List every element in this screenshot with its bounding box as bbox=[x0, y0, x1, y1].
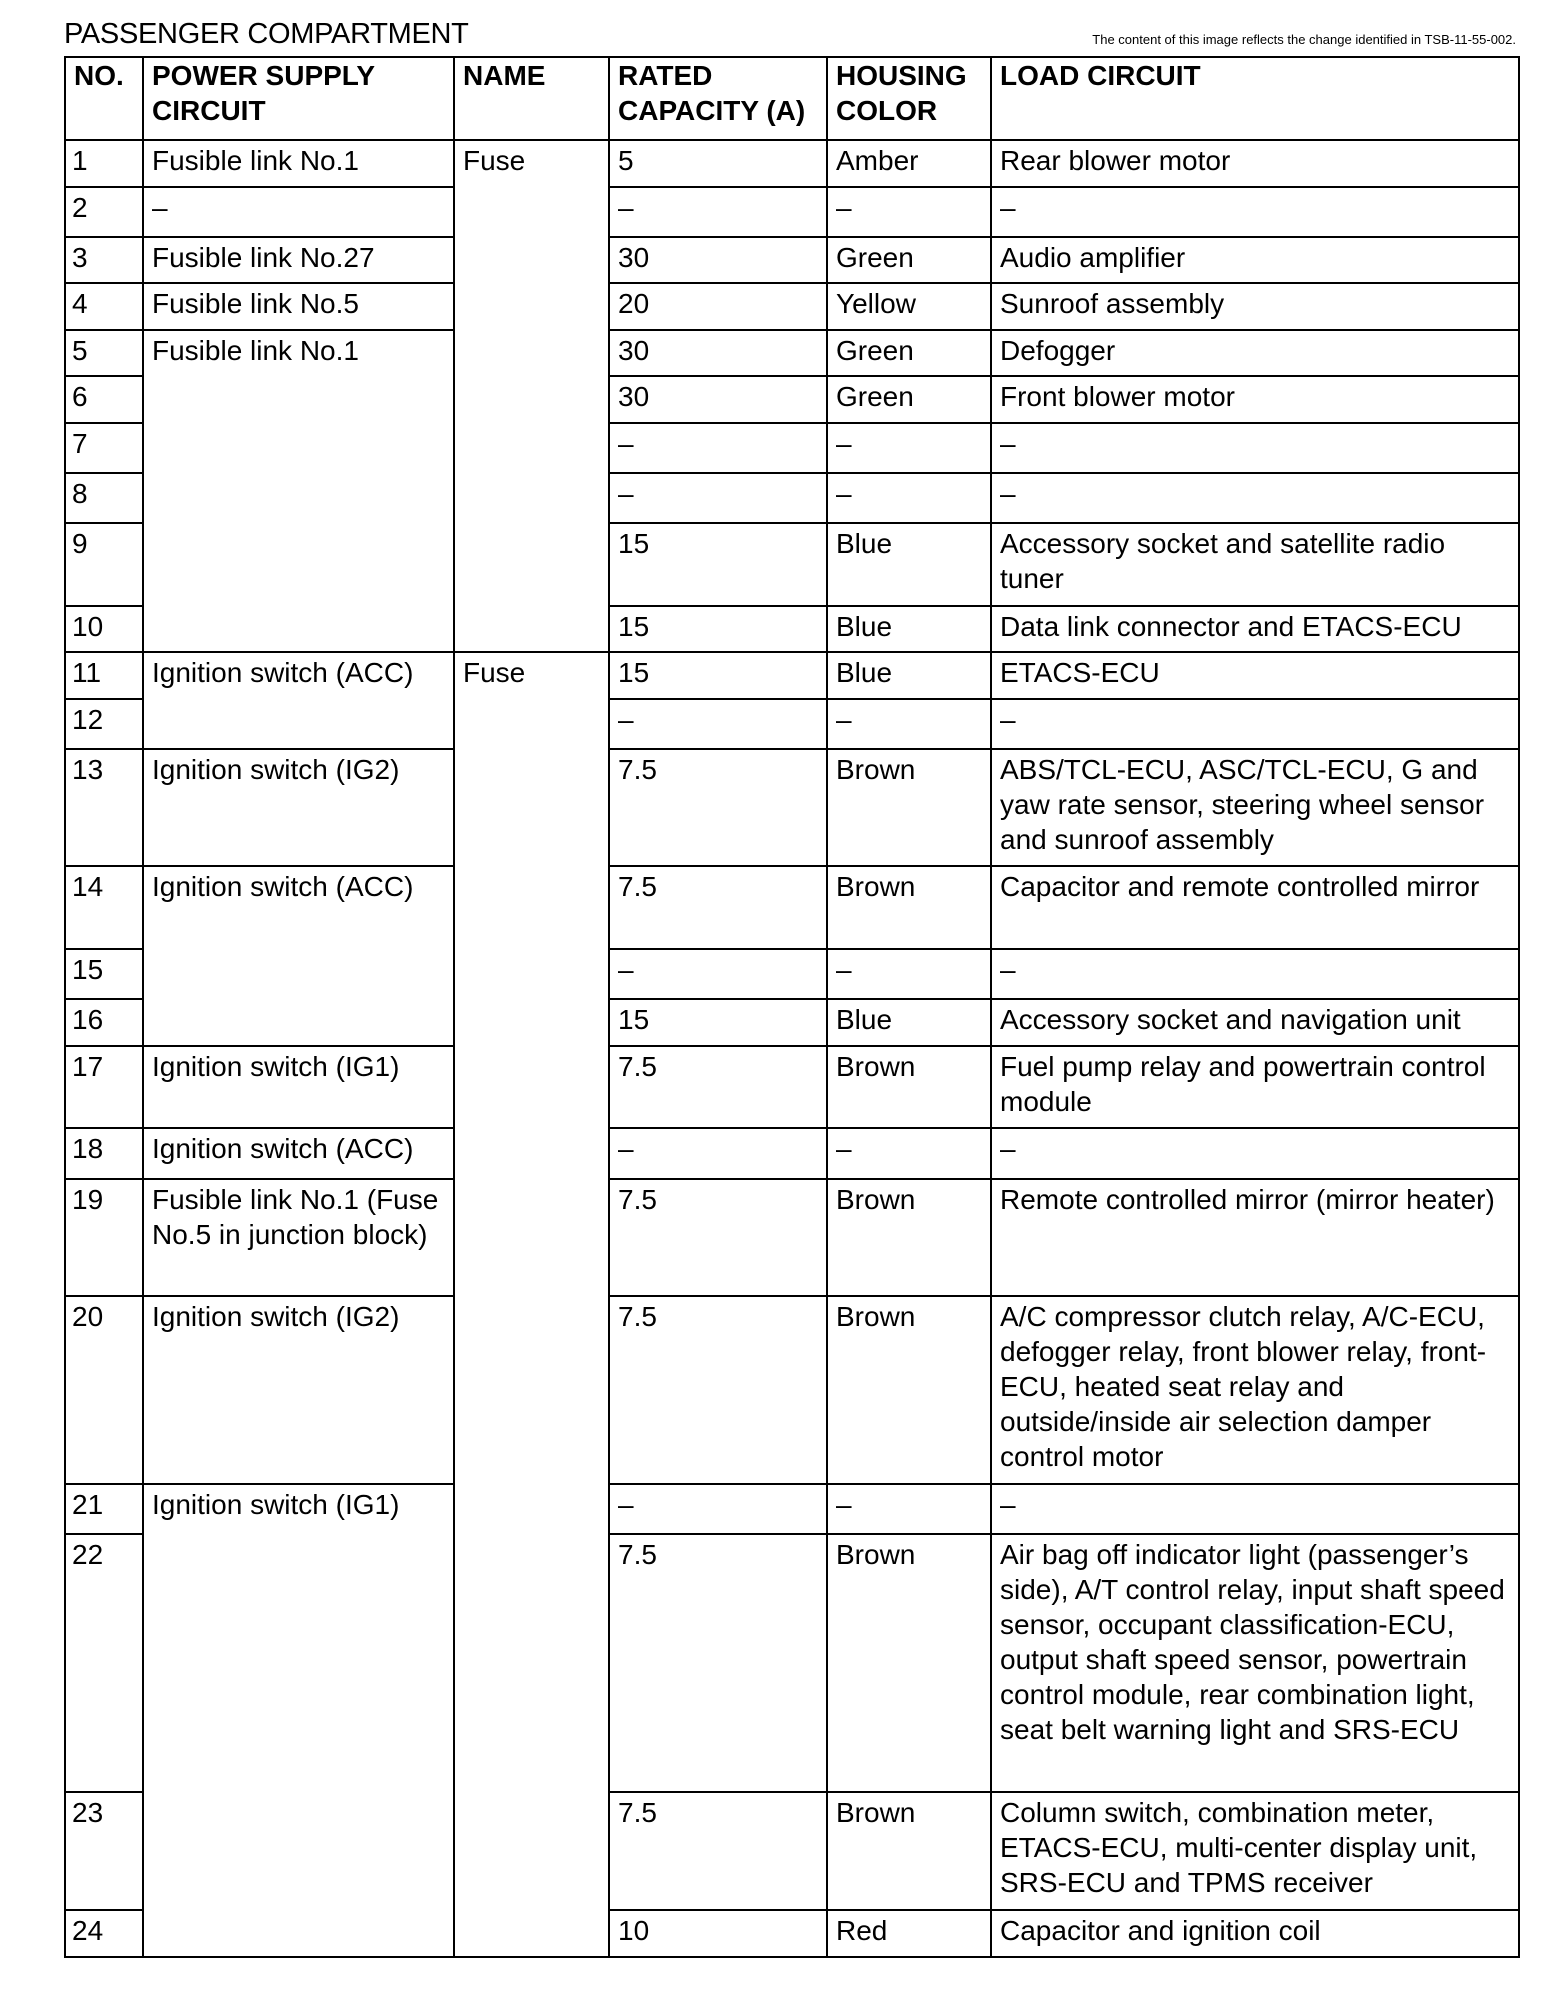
fuse-number: 9 bbox=[65, 523, 143, 606]
power-supply-cell: Ignition switch (IG2) bbox=[143, 1296, 454, 1484]
fuse-name-cell: Fuse bbox=[454, 140, 609, 652]
rated-capacity-cell: – bbox=[609, 949, 827, 999]
fuse-number: 1 bbox=[65, 140, 143, 187]
rated-capacity-cell: 15 bbox=[609, 652, 827, 699]
header-load-circuit: LOAD CIRCUIT bbox=[991, 57, 1519, 140]
power-supply-cell: Ignition switch (ACC) bbox=[143, 866, 454, 1046]
power-supply-cell: Ignition switch (IG2) bbox=[143, 749, 454, 866]
fuse-number: 19 bbox=[65, 1179, 143, 1296]
load-circuit-cell: – bbox=[991, 699, 1519, 749]
table-row bbox=[65, 1484, 1519, 1534]
housing-color-cell: Amber bbox=[827, 140, 991, 187]
table-row bbox=[65, 866, 1519, 949]
load-circuit-cell: Column switch, combination meter, ETACS-ECU, multi-center display unit, SRS-ECU and TPMS receiver bbox=[991, 1792, 1519, 1910]
power-supply-cell: Fusible link No.27 bbox=[143, 237, 454, 283]
rated-capacity-cell: – bbox=[609, 473, 827, 523]
fuse-number: 3 bbox=[65, 237, 143, 283]
rated-capacity-cell: 30 bbox=[609, 330, 827, 376]
load-circuit-cell: Capacitor and remote controlled mirror bbox=[991, 866, 1519, 949]
table-row bbox=[65, 1128, 1519, 1179]
header-name: NAME bbox=[454, 57, 609, 140]
load-circuit-cell: Rear blower motor bbox=[991, 140, 1519, 187]
rated-capacity-cell: 15 bbox=[609, 606, 827, 652]
fuse-number: 24 bbox=[65, 1910, 143, 1957]
housing-color-cell: Green bbox=[827, 330, 991, 376]
housing-color-cell: Green bbox=[827, 237, 991, 283]
housing-color-cell: Brown bbox=[827, 1534, 991, 1792]
power-supply-cell: Ignition switch (IG1) bbox=[143, 1046, 454, 1128]
housing-color-cell: Brown bbox=[827, 866, 991, 949]
load-circuit-cell: Front blower motor bbox=[991, 376, 1519, 423]
rated-capacity-cell: – bbox=[609, 1128, 827, 1179]
load-circuit-cell: Remote controlled mirror (mirror heater) bbox=[991, 1179, 1519, 1296]
load-circuit-cell: A/C compressor clutch relay, A/C-ECU, defogger relay, front blower relay, front-ECU, heated seat relay and outside/inside air selection damper control motor bbox=[991, 1296, 1519, 1484]
rated-capacity-cell: 7.5 bbox=[609, 1296, 827, 1484]
fuse-number: 2 bbox=[65, 187, 143, 237]
fuse-number: 4 bbox=[65, 283, 143, 330]
power-supply-cell: Fusible link No.1 bbox=[143, 140, 454, 187]
load-circuit-cell: Data link connector and ETACS-ECU bbox=[991, 606, 1519, 652]
housing-color-cell: Blue bbox=[827, 652, 991, 699]
housing-color-cell: – bbox=[827, 949, 991, 999]
header-power-supply: POWER SUPPLY CIRCUIT bbox=[143, 57, 454, 140]
fuse-number: 12 bbox=[65, 699, 143, 749]
power-supply-cell: Ignition switch (ACC) bbox=[143, 652, 454, 749]
fuse-number: 20 bbox=[65, 1296, 143, 1484]
table-row bbox=[65, 237, 1519, 283]
power-supply-cell: Fusible link No.1 (Fuse No.5 in junction block) bbox=[143, 1179, 454, 1296]
load-circuit-cell: – bbox=[991, 423, 1519, 473]
housing-color-cell: – bbox=[827, 187, 991, 237]
housing-color-cell: Brown bbox=[827, 1792, 991, 1910]
load-circuit-cell: – bbox=[991, 1484, 1519, 1534]
rated-capacity-cell: 15 bbox=[609, 523, 827, 606]
header-no: NO. bbox=[65, 57, 143, 140]
fuse-number: 14 bbox=[65, 866, 143, 949]
rated-capacity-cell: 30 bbox=[609, 376, 827, 423]
load-circuit-cell: Accessory socket and satellite radio tuner bbox=[991, 523, 1519, 606]
housing-color-cell: – bbox=[827, 1128, 991, 1179]
housing-color-cell: Blue bbox=[827, 523, 991, 606]
rated-capacity-cell: – bbox=[609, 699, 827, 749]
rated-capacity-cell: 7.5 bbox=[609, 1046, 827, 1128]
rated-capacity-cell: 30 bbox=[609, 237, 827, 283]
table-row bbox=[65, 1179, 1519, 1296]
fuse-name-cell: Fuse bbox=[454, 652, 609, 1957]
housing-color-cell: Yellow bbox=[827, 283, 991, 330]
load-circuit-cell: Audio amplifier bbox=[991, 237, 1519, 283]
table-row bbox=[65, 1046, 1519, 1128]
fuse-number: 13 bbox=[65, 749, 143, 866]
rated-capacity-cell: 7.5 bbox=[609, 1179, 827, 1296]
load-circuit-cell: – bbox=[991, 949, 1519, 999]
header-housing-color: HOUSING COLOR bbox=[827, 57, 991, 140]
fuse-number: 23 bbox=[65, 1792, 143, 1910]
load-circuit-cell: – bbox=[991, 187, 1519, 237]
fuse-number: 8 bbox=[65, 473, 143, 523]
load-circuit-cell: Capacitor and ignition coil bbox=[991, 1910, 1519, 1957]
housing-color-cell: Brown bbox=[827, 1046, 991, 1128]
power-supply-cell: Ignition switch (IG1) bbox=[143, 1484, 454, 1957]
housing-color-cell: Blue bbox=[827, 999, 991, 1046]
table-row bbox=[65, 330, 1519, 376]
fuse-number: 18 bbox=[65, 1128, 143, 1179]
housing-color-cell: Green bbox=[827, 376, 991, 423]
rated-capacity-cell: 10 bbox=[609, 1910, 827, 1957]
fuse-number: 7 bbox=[65, 423, 143, 473]
power-supply-cell: – bbox=[143, 187, 454, 237]
fuse-number: 5 bbox=[65, 330, 143, 376]
table-row bbox=[65, 1296, 1519, 1484]
load-circuit-cell: Defogger bbox=[991, 330, 1519, 376]
load-circuit-cell: Fuel pump relay and powertrain control module bbox=[991, 1046, 1519, 1128]
header-row bbox=[65, 57, 1519, 140]
housing-color-cell: Brown bbox=[827, 1179, 991, 1296]
rated-capacity-cell: 7.5 bbox=[609, 1792, 827, 1910]
tsb-note: The content of this image reflects the change identified in TSB-11-55-002. bbox=[1092, 32, 1516, 47]
load-circuit-cell: Air bag off indicator light (passenger’s side), A/T control relay, input shaft speed sensor, occupant classification-ECU, output shaft speed sensor, powertrain control module, rear combination light, seat belt warning light and SRS-ECU bbox=[991, 1534, 1519, 1792]
housing-color-cell: – bbox=[827, 1484, 991, 1534]
fuse-number: 10 bbox=[65, 606, 143, 652]
housing-color-cell: – bbox=[827, 423, 991, 473]
fuse-number: 22 bbox=[65, 1534, 143, 1792]
fuse-number: 17 bbox=[65, 1046, 143, 1128]
power-supply-cell: Ignition switch (ACC) bbox=[143, 1128, 454, 1179]
load-circuit-cell: ABS/TCL-ECU, ASC/TCL-ECU, G and yaw rate sensor, steering wheel sensor and sunroof assembly bbox=[991, 749, 1519, 866]
fuse-number: 11 bbox=[65, 652, 143, 699]
power-supply-cell: Fusible link No.5 bbox=[143, 283, 454, 330]
load-circuit-cell: ETACS-ECU bbox=[991, 652, 1519, 699]
rated-capacity-cell: – bbox=[609, 1484, 827, 1534]
table-row bbox=[65, 652, 1519, 699]
housing-color-cell: – bbox=[827, 473, 991, 523]
housing-color-cell: – bbox=[827, 699, 991, 749]
housing-color-cell: Brown bbox=[827, 1296, 991, 1484]
housing-color-cell: Blue bbox=[827, 606, 991, 652]
table-row bbox=[65, 283, 1519, 330]
rated-capacity-cell: 7.5 bbox=[609, 866, 827, 949]
table-row bbox=[65, 187, 1519, 237]
load-circuit-cell: Sunroof assembly bbox=[991, 283, 1519, 330]
rated-capacity-cell: 20 bbox=[609, 283, 827, 330]
load-circuit-cell: – bbox=[991, 1128, 1519, 1179]
housing-color-cell: Brown bbox=[827, 749, 991, 866]
fuse-number: 6 bbox=[65, 376, 143, 423]
rated-capacity-cell: – bbox=[609, 187, 827, 237]
load-circuit-cell: Accessory socket and navigation unit bbox=[991, 999, 1519, 1046]
rated-capacity-cell: 7.5 bbox=[609, 749, 827, 866]
fuse-number: 15 bbox=[65, 949, 143, 999]
rated-capacity-cell: – bbox=[609, 423, 827, 473]
rated-capacity-cell: 15 bbox=[609, 999, 827, 1046]
page-title: PASSENGER COMPARTMENT bbox=[64, 18, 469, 50]
header-rated-capacity: RATED CAPACITY (A) bbox=[609, 57, 827, 140]
power-supply-cell: Fusible link No.1 bbox=[143, 330, 454, 652]
rated-capacity-cell: 5 bbox=[609, 140, 827, 187]
housing-color-cell: Red bbox=[827, 1910, 991, 1957]
fuse-number: 21 bbox=[65, 1484, 143, 1534]
table-row bbox=[65, 749, 1519, 866]
fuse-table bbox=[64, 56, 1520, 1958]
fuse-number: 16 bbox=[65, 999, 143, 1046]
table-row bbox=[65, 140, 1519, 187]
load-circuit-cell: – bbox=[991, 473, 1519, 523]
rated-capacity-cell: 7.5 bbox=[609, 1534, 827, 1792]
